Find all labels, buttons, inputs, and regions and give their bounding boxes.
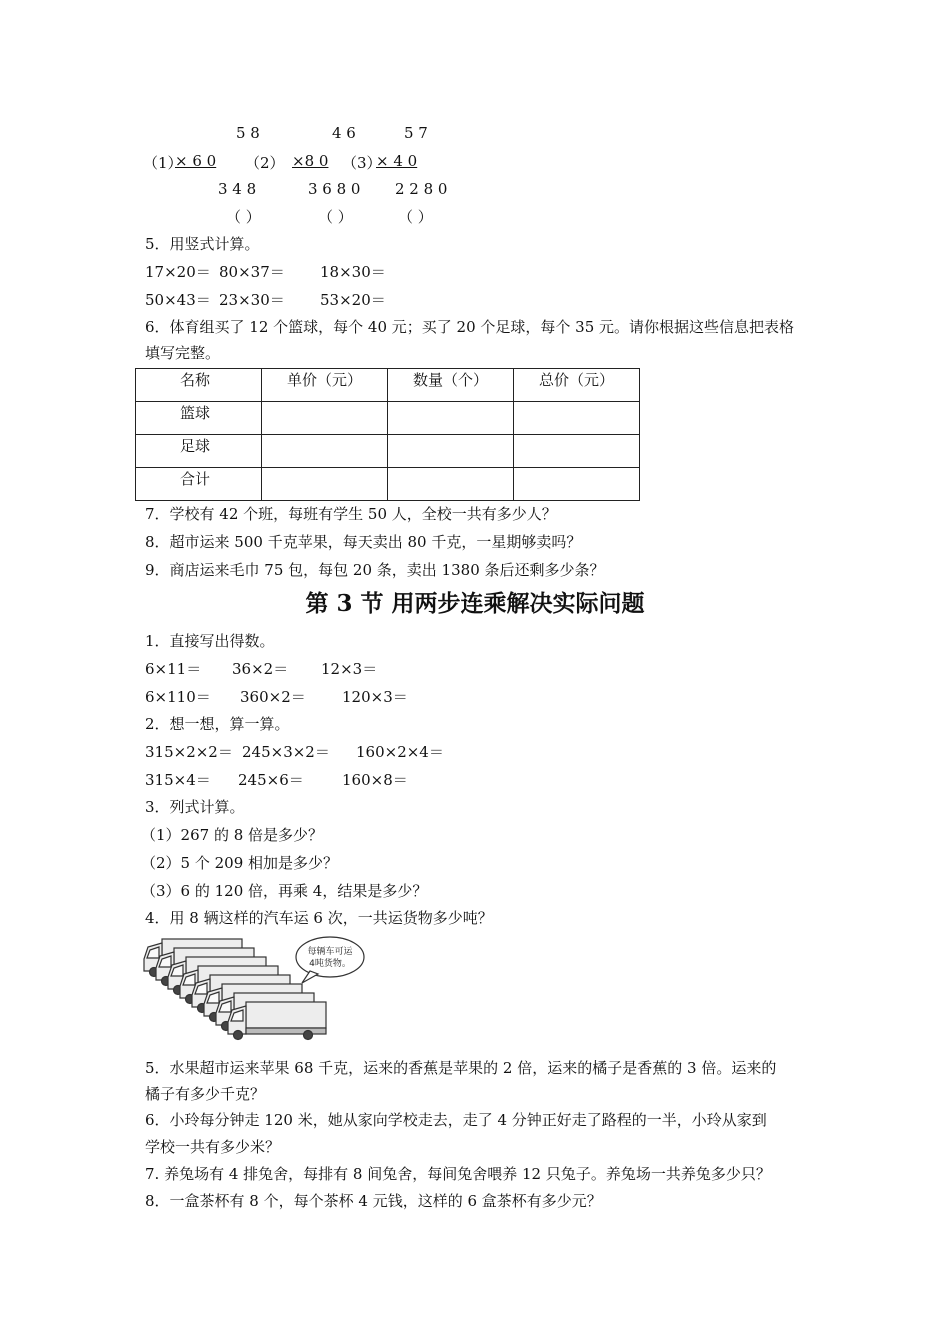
- s3-q1-row1-c: 12×3＝: [321, 660, 378, 678]
- table-row-label: 篮球: [136, 402, 262, 435]
- bubble-line-1: 每辆车可运: [307, 947, 353, 957]
- table-cell[interactable]: [388, 468, 514, 501]
- q5-row1-a: 17×20＝: [145, 263, 211, 281]
- s3-q6-line1: 6．小玲每分钟走 120 米，她从家向学校走去，走了 4 分钟正好走了路程的一半，小玲从家到: [145, 1111, 767, 1129]
- s3-q2-row1-c: 160×2×4＝: [356, 743, 444, 761]
- mult-multiplier-1: × 6 0: [175, 152, 217, 170]
- s3-q1-row1-b: 36×2＝: [232, 660, 289, 678]
- s3-q7-text: 7. 养兔场有 4 排兔舍，每排有 8 间兔舍，每间兔舍喂养 12 只兔子。养兔场一共养兔多少只？: [145, 1165, 771, 1183]
- s3-q1-row2-b: 360×2＝: [240, 688, 306, 706]
- q8-text: 8．超市运来 500 千克苹果，每天卖出 80 千克，一星期够卖吗？: [145, 533, 582, 551]
- s3-q2-title: 2．想一想，算一算。: [145, 715, 290, 733]
- table-cell[interactable]: [262, 435, 388, 468]
- s3-q2-row2-a: 315×4＝: [145, 771, 211, 789]
- trucks-illustration: [140, 935, 370, 1054]
- s3-q1-row2-c: 120×3＝: [342, 688, 408, 706]
- table-header: 单价（元）: [262, 369, 388, 402]
- mult-label-1: （1）: [143, 154, 183, 172]
- price-table: [135, 368, 640, 501]
- table-header: 名称: [136, 369, 262, 402]
- q6-line1: 6．体育组买了 12 个篮球，每个 40 元；买了 20 个足球，每个 35 元。请你根据这些信息把表格: [145, 318, 795, 336]
- mult-result-2: 3 6 8 0: [308, 180, 361, 198]
- table-cell[interactable]: [514, 402, 640, 435]
- s3-q1-title: 1．直接写出得数。: [145, 632, 275, 650]
- truck: [228, 1002, 326, 1040]
- table-row-label: 足球: [136, 435, 262, 468]
- table-header-row: [136, 369, 640, 402]
- mult-multiplier-3: × 4 0: [376, 152, 418, 170]
- s3-q1-row2-a: 6×110＝: [145, 688, 211, 706]
- s3-q4-title: 4．用 8 辆这样的汽车运 6 次，一共运货物多少吨？: [145, 909, 493, 927]
- mult-multiplier-2: ×8 0: [292, 152, 329, 170]
- speech-bubble: [296, 937, 364, 983]
- table-cell[interactable]: [262, 402, 388, 435]
- table-cell[interactable]: [514, 468, 640, 501]
- table-cell[interactable]: [388, 435, 514, 468]
- q7-text: 7．学校有 42 个班，每班有学生 50 人，全校一共有多少人？: [145, 505, 557, 523]
- table-row-label: 合计: [136, 468, 262, 501]
- s3-q1-row1-a: 6×11＝: [145, 660, 202, 678]
- s3-q2-row1-b: 245×3×2＝: [242, 743, 330, 761]
- s3-q3-item-3: （3）6 的 120 倍，再乘 4，结果是多少？: [141, 882, 428, 900]
- s3-q6-line2: 学校一共有多少米？: [145, 1138, 281, 1156]
- mult-answer-1: （ ）: [226, 208, 261, 226]
- s3-q2-row2-b: 245×6＝: [238, 771, 304, 789]
- s3-q5-line1: 5．水果超市运来苹果 68 千克，运来的香蕉是苹果的 2 倍，运来的橘子是香蕉的 3 倍。运来的: [145, 1059, 777, 1077]
- q5-row2-b: 23×30＝: [219, 291, 285, 309]
- s3-q5-line2: 橘子有多少千克？: [145, 1085, 266, 1103]
- table-cell[interactable]: [514, 435, 640, 468]
- section-title: 第 3 节 用两步连乘解决实际问题: [305, 590, 645, 617]
- s3-q8-text: 8．一盒茶杯有 8 个，每个茶杯 4 元钱，这样的 6 盒茶杯有多少元？: [145, 1192, 602, 1210]
- table-row: [136, 468, 640, 501]
- q5-row2-a: 50×43＝: [145, 291, 211, 309]
- q5-row1-b: 80×37＝: [219, 263, 285, 281]
- q6-line2: 填写完整。: [145, 344, 221, 362]
- s3-q3-item-2: （2）5 个 209 相加是多少？: [141, 854, 339, 872]
- q9-text: 9．商店运来毛巾 75 包，每包 20 条，卖出 1380 条后还剩多少条？: [145, 561, 605, 579]
- mult-answer-2: （ ）: [318, 208, 353, 226]
- mult-answer-3: （ ）: [398, 208, 433, 226]
- mult-result-1: 3 4 8: [218, 180, 257, 198]
- bubble-line-2: 4吨货物。: [309, 959, 351, 969]
- mult-top-3: 5 7: [404, 124, 428, 142]
- s3-q3-title: 3．列式计算。: [145, 798, 245, 816]
- q5-title: 5．用竖式计算。: [145, 235, 260, 253]
- q5-row2-c: 53×20＝: [320, 291, 386, 309]
- s3-q2-row2-c: 160×8＝: [342, 771, 408, 789]
- q5-row1-c: 18×30＝: [320, 263, 386, 281]
- s3-q3-item-1: （1）267 的 8 倍是多少？: [141, 826, 324, 844]
- table-cell[interactable]: [262, 468, 388, 501]
- mult-label-2: （2）: [245, 154, 285, 172]
- mult-label-3: （3）: [342, 154, 382, 172]
- mult-top-1: 5 8: [236, 124, 260, 142]
- s3-q2-row1-a: 315×2×2＝: [145, 743, 233, 761]
- table-header: 数量（个）: [388, 369, 514, 402]
- table-row: [136, 435, 640, 468]
- table-row: [136, 402, 640, 435]
- mult-top-2: 4 6: [332, 124, 356, 142]
- table-cell[interactable]: [388, 402, 514, 435]
- table-header: 总价（元）: [514, 369, 640, 402]
- mult-result-3: 2 2 8 0: [395, 180, 448, 198]
- trucks-drawing: [140, 935, 370, 1050]
